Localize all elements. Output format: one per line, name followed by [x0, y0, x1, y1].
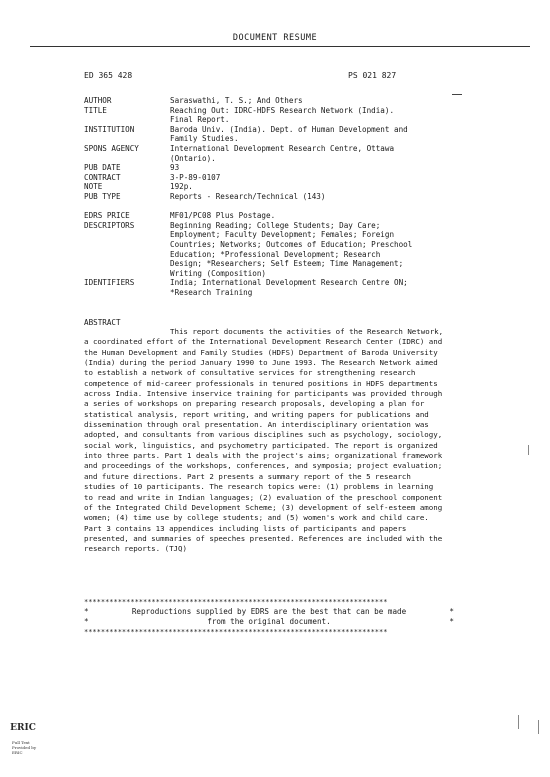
notice-line	[84, 617, 454, 627]
ed-number: ED 365 428	[84, 71, 133, 80]
field-label: CONTRACT	[84, 172, 121, 182]
abstract-text: This report documents the activities of the Research Network, a coordinated effort of the International Development Research Center (IDRC) and the Human Development and Family Studies (HDFS) Department of Baroda University (India) during the period January 1990 to June 1993. The Research Network aimed to establish a network of consultative services for strengthening research competence of mid-career professionals in tenured positions in HDFS departments across India. Intensive inservice training for participants was provided through a series of workshops on preparing research proposals, developing a plan for statistical analysis, report writing, and writing papers for publications and dissemination through oral presentation. An interdisciplinary orientation was adopted, and consultants from various disciplines such as psychology, sociology, social work, linguistics, and psychometry participated. The report is organized into three parts. Part 1 deals with the project's aims; organizational framework and proceedings of the workshops, conferences, and symposia; project evaluation; and future directions. Part 2 presents a summary report of the 5 research studies of 10 participants. The research topics were: (1) problems in learning to read and write in Indian languages; (2) evaluation of the preschool component of the Integrated Child Development Scheme; (3) development of self-esteem among women; (4) time use by college students; and (5) women's work and child care. Part 3 contains 13 appendices including lists of participants and papers presented, and summaries of speeches presented. References are included with the research reports. (TJQ)	[84, 327, 444, 554]
eric-logo-text: ERIC	[10, 723, 36, 733]
asterisk: *	[84, 617, 89, 626]
field-row	[84, 96, 484, 106]
field-label: DESCRIPTORS	[84, 220, 135, 230]
reproduction-notice	[84, 607, 454, 627]
field-value: Beginning Reading; College Students; Day Care; Employment; Faculty Development; Females; Foreign Countries; Networks; Outcomes of Education; Preschool Education; *Professional Development; Research Design; *Researchers; Self Esteem; Time Management; Writing (Composition)	[170, 220, 413, 278]
field-label: AUTHOR	[84, 96, 112, 105]
document-title: DOCUMENT RESUME	[232, 33, 318, 43]
eric-logo-caption: Full Text Provided by ERIC	[12, 740, 37, 755]
field-label: PUB TYPE	[84, 191, 121, 201]
field-value: Reports - Research/Technical (143)	[170, 191, 326, 201]
field-value: International Development Research Centre, Ottawa (Ontario).	[170, 143, 395, 163]
notice-text: from the original document.	[207, 617, 331, 626]
field-label	[84, 202, 170, 212]
abstract-label: ABSTRACT	[84, 318, 121, 327]
field-label: PUB DATE	[84, 163, 121, 173]
field-value: 192p.	[170, 182, 193, 192]
field-row	[84, 173, 484, 183]
field-value: 3-P-89-0107	[170, 172, 221, 182]
field-value: Reaching Out: IDRC-HDFS Research Network (India). Final Report.	[170, 105, 395, 125]
field-value: India; International Development Research Centre ON; *Research Training	[170, 278, 408, 297]
asterisk-rule-bottom: ************************************************************************	[84, 628, 388, 636]
asterisk: *	[449, 617, 454, 626]
notice-line	[84, 607, 454, 617]
field-value: 93	[170, 163, 180, 173]
field-value: Saraswathi, T. S.; And Others	[170, 96, 303, 105]
field-row	[84, 144, 484, 163]
field-row	[84, 221, 484, 279]
margin-dash	[452, 94, 462, 95]
field-value: Baroda Univ. (India). Dept. of Human Development and Family Studies.	[170, 124, 408, 144]
field-row	[84, 125, 484, 144]
field-label: TITLE	[84, 105, 107, 115]
top-rule	[30, 46, 530, 47]
field-value	[170, 202, 460, 212]
field-label: INSTITUTION	[84, 124, 135, 134]
asterisk: *	[84, 607, 89, 616]
field-label: IDENTIFIERS	[84, 278, 135, 288]
notice-text: Reproductions supplied by EDRS are the best that can be made	[131, 607, 407, 616]
field-row	[84, 211, 484, 221]
asterisk-rule-top: ************************************************************************	[84, 598, 388, 606]
margin-tick	[538, 720, 539, 734]
metadata-fields	[84, 96, 484, 297]
margin-tick	[528, 445, 529, 455]
field-spacer	[84, 202, 484, 212]
margin-tick	[518, 715, 519, 729]
field-value: MF01/PC08 Plus Postage.	[170, 211, 276, 221]
asterisk: *	[449, 607, 454, 616]
field-row	[84, 163, 484, 173]
field-label: NOTE	[84, 182, 103, 192]
field-label: SPONS AGENCY	[84, 143, 139, 153]
ps-number: PS 021 827	[348, 71, 397, 80]
field-label: EDRS PRICE	[84, 211, 130, 221]
field-row	[84, 182, 484, 192]
field-row	[84, 192, 484, 202]
field-row	[84, 278, 484, 297]
eric-logo-icon	[12, 714, 34, 740]
field-row	[84, 106, 484, 125]
